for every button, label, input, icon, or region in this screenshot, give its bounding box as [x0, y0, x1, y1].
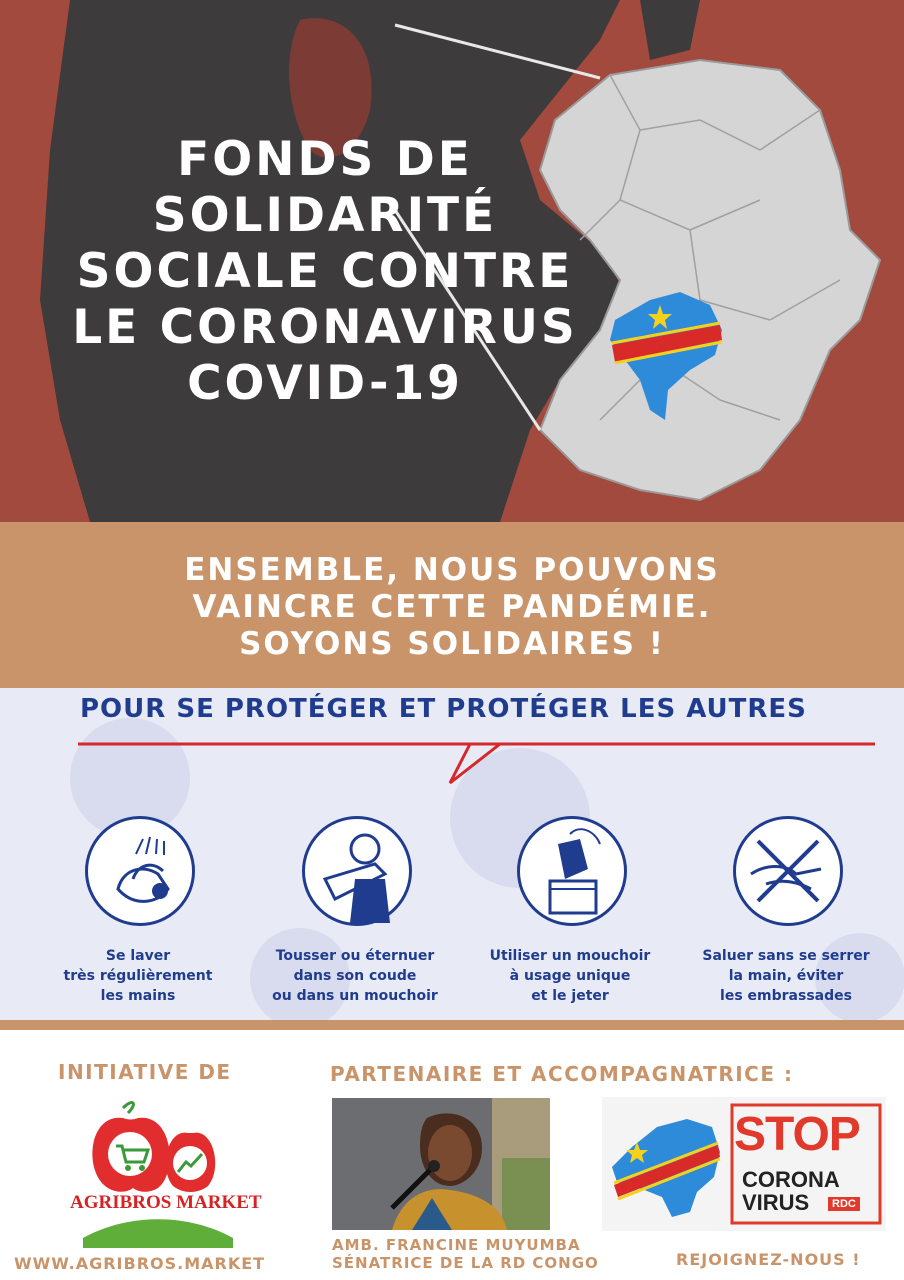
slogan-banner [0, 522, 904, 688]
caption-line: Se laver [105, 948, 171, 964]
partner-name: AMB. FRANCINE MUYUMBA [332, 1236, 581, 1254]
protection-caption [38, 946, 238, 1006]
protection-caption [470, 946, 670, 1006]
slogan-line: ENSEMBLE, NOUS POUVONS [184, 552, 720, 588]
hero-title-line: COVID-19 [187, 356, 463, 411]
handwash-icon [85, 816, 195, 926]
caption-line: la main, éviter [728, 968, 844, 984]
slogan-text [0, 552, 904, 663]
agribros-logo[interactable] [70, 1088, 262, 1248]
stop-corona-logo [602, 1097, 886, 1231]
section-divider [0, 1020, 904, 1030]
protection-title: POUR SE PROTÉGER ET PROTÉGER LES AUTRES [80, 694, 807, 724]
tissue-bin-icon [517, 816, 627, 926]
partner-title: SÉNATRICE DE LA RD CONGO [332, 1254, 599, 1272]
hero-banner [0, 0, 904, 522]
caption-line: très régulièrement [63, 968, 213, 984]
hero-title-line: SOCIALE CONTRE [76, 244, 574, 299]
caption-line: et le jeter [531, 988, 609, 1004]
join-us-link[interactable]: REJOIGNEZ-NOUS ! [676, 1250, 861, 1269]
caption-line: dans son coude [293, 968, 417, 984]
caption-line: Saluer sans se serrer [702, 948, 870, 964]
protection-caption [255, 946, 455, 1006]
caption-line: les embrassades [720, 988, 852, 1004]
hero-title-line: LE CORONAVIRUS [72, 300, 578, 355]
protection-panel [0, 688, 904, 1020]
hero-title [20, 132, 630, 412]
cough-elbow-icon [302, 816, 412, 926]
stop-word: STOP [734, 1108, 860, 1161]
logo-text: AGRIBROS MARKET [70, 1192, 262, 1213]
hero-title-line: FONDS DE [177, 132, 473, 187]
partner-caption [332, 1236, 599, 1272]
slogan-line: VAINCRE CETTE PANDÉMIE. [192, 589, 712, 625]
virus-word: VIRUS [742, 1190, 810, 1215]
caption-line: Utiliser un mouchoir [489, 948, 651, 964]
protection-caption [686, 946, 886, 1006]
partner-photo [332, 1098, 550, 1230]
rdc-badge: RDC [828, 1197, 860, 1211]
website-link[interactable]: WWW.AGRIBROS.MARKET [14, 1254, 266, 1273]
corona-word: CORONA [742, 1167, 840, 1192]
no-handshake-icon [733, 816, 843, 926]
slogan-line: SOYONS SOLIDAIRES ! [239, 626, 665, 662]
hero-title-line: SOLIDARITÉ [152, 188, 498, 243]
caption-line: à usage unique [509, 968, 631, 984]
apple-cart-icon [78, 1088, 238, 1248]
caption-line: Tousser ou éternuer [275, 948, 435, 964]
caption-line: ou dans un mouchoir [272, 988, 438, 1004]
speaker-photo [332, 1098, 550, 1230]
initiative-label: INITIATIVE DE [58, 1060, 232, 1084]
partner-label: PARTENAIRE ET ACCOMPAGNATRICE : [330, 1062, 794, 1086]
caption-line: les mains [100, 988, 176, 1004]
